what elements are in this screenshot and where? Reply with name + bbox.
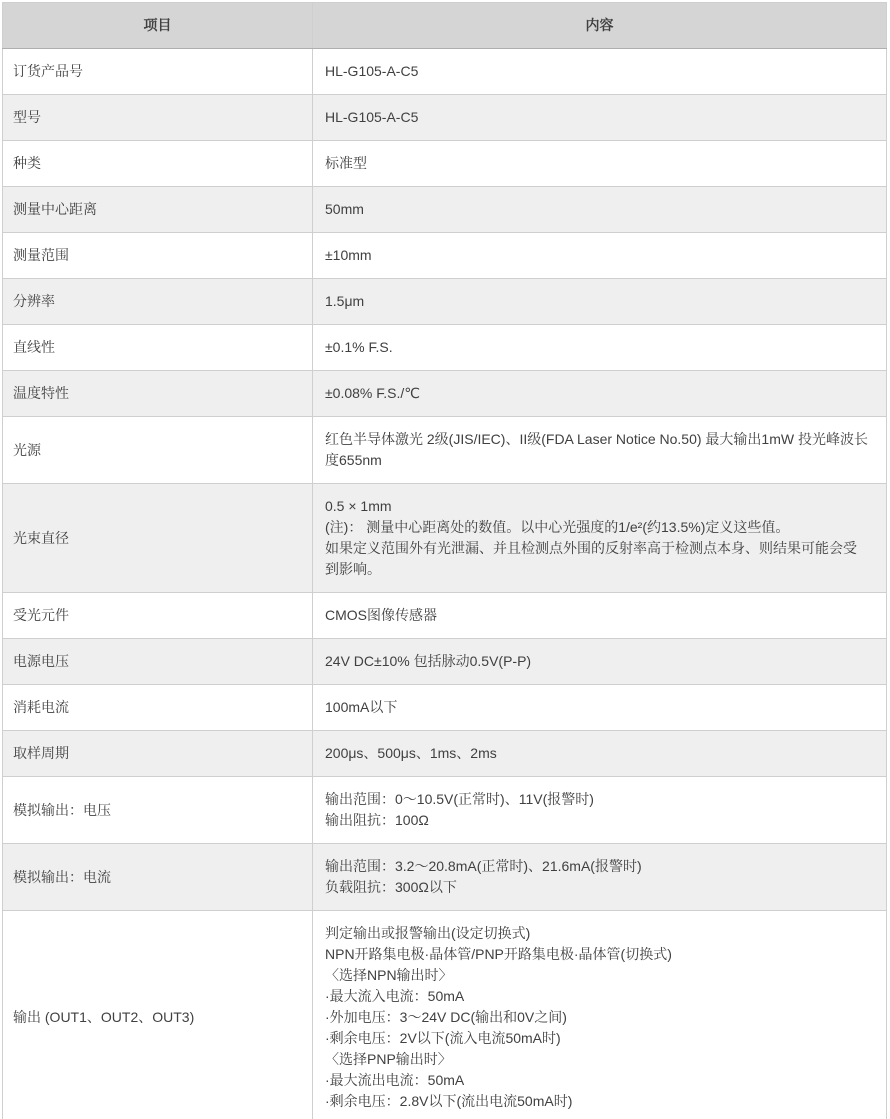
table-row bbox=[3, 325, 887, 371]
content-line: ·剩余电压：2V以下(流入电流50mA时) bbox=[325, 1030, 561, 1046]
content-line: 24V DC±10% 包括脉动0.5V(P-P) bbox=[325, 653, 532, 669]
item-cell: 型号 bbox=[3, 95, 313, 141]
content-line: 1.5μm bbox=[325, 293, 365, 309]
item-cell: 订货产品号 bbox=[3, 49, 313, 95]
item-cell: 种类 bbox=[3, 141, 313, 187]
content-line: 负载阻抗：300Ω以下 bbox=[325, 879, 457, 895]
content-line: ·外加电压：3～24V DC(输出和0V之间) bbox=[325, 1009, 567, 1025]
content-line: (注)： 测量中心距离处的数值。以中心光强度的1/e²(约13.5%)定义这些值。 bbox=[325, 519, 790, 535]
content-cell bbox=[313, 233, 887, 279]
content-cell bbox=[313, 685, 887, 731]
table-row bbox=[3, 685, 887, 731]
spec-table-body bbox=[3, 49, 887, 1119]
content-line: 红色半导体激光 2级(JIS/IEC)、II级(FDA Laser Notice No.50) 最大输出1mW 投光峰波长度655nm bbox=[325, 431, 868, 468]
table-row bbox=[3, 639, 887, 685]
content-line: ·剩余电压：2.8V以下(流出电流50mA时) bbox=[325, 1093, 573, 1109]
item-cell: 直线性 bbox=[3, 325, 313, 371]
table-row bbox=[3, 233, 887, 279]
content-cell bbox=[313, 731, 887, 777]
content-line: 〈选择PNP输出时〉 bbox=[325, 1051, 452, 1067]
content-line: NPN开路集电极·晶体管/PNP开路集电极·晶体管(切换式) bbox=[325, 946, 672, 962]
table-row bbox=[3, 844, 887, 911]
content-line: 200μs、500μs、1ms、2ms bbox=[325, 745, 497, 761]
content-line: ±0.08% F.S./℃ bbox=[325, 385, 420, 401]
item-cell: 光源 bbox=[3, 417, 313, 484]
table-row bbox=[3, 731, 887, 777]
item-cell: 受光元件 bbox=[3, 593, 313, 639]
item-cell: 光束直径 bbox=[3, 484, 313, 593]
item-cell: 模拟输出：电压 bbox=[3, 777, 313, 844]
item-cell: 消耗电流 bbox=[3, 685, 313, 731]
content-cell bbox=[313, 49, 887, 95]
content-line: HL-G105-A-C5 bbox=[325, 109, 419, 125]
content-line: 输出范围：0～10.5V(正常时)、11V(报警时) bbox=[325, 791, 594, 807]
content-cell bbox=[313, 417, 887, 484]
content-cell bbox=[313, 593, 887, 639]
table-row bbox=[3, 279, 887, 325]
content-cell bbox=[313, 371, 887, 417]
content-cell bbox=[313, 911, 887, 1119]
header-row bbox=[3, 3, 887, 49]
item-cell: 输出 (OUT1、OUT2、OUT3) bbox=[3, 911, 313, 1119]
content-cell bbox=[313, 279, 887, 325]
content-line: 输出阻抗：100Ω bbox=[325, 812, 429, 828]
content-line: 〈选择NPN输出时〉 bbox=[325, 967, 453, 983]
table-row bbox=[3, 417, 887, 484]
content-cell bbox=[313, 639, 887, 685]
content-cell bbox=[313, 325, 887, 371]
content-line: 判定输出或报警输出(设定切换式) bbox=[325, 925, 531, 941]
content-cell bbox=[313, 95, 887, 141]
item-cell: 取样周期 bbox=[3, 731, 313, 777]
content-cell bbox=[313, 777, 887, 844]
table-row bbox=[3, 777, 887, 844]
table-row bbox=[3, 371, 887, 417]
table-row bbox=[3, 49, 887, 95]
content-line: 50mm bbox=[325, 201, 364, 217]
content-line: ·最大流出电流：50mA bbox=[325, 1072, 465, 1088]
content-cell bbox=[313, 844, 887, 911]
content-cell bbox=[313, 141, 887, 187]
content-line: HL-G105-A-C5 bbox=[325, 63, 419, 79]
item-cell: 测量中心距离 bbox=[3, 187, 313, 233]
column-header-item: 项目 bbox=[3, 3, 313, 49]
content-line: 标准型 bbox=[325, 155, 367, 171]
table-row bbox=[3, 911, 887, 1119]
item-cell: 模拟输出：电流 bbox=[3, 844, 313, 911]
table-row bbox=[3, 593, 887, 639]
content-line: CMOS图像传感器 bbox=[325, 607, 437, 623]
item-cell: 温度特性 bbox=[3, 371, 313, 417]
table-row bbox=[3, 187, 887, 233]
content-line: 输出范围：3.2～20.8mA(正常时)、21.6mA(报警时) bbox=[325, 858, 642, 874]
item-cell: 分辨率 bbox=[3, 279, 313, 325]
content-line: 0.5 × 1mm bbox=[325, 498, 392, 514]
item-cell: 电源电压 bbox=[3, 639, 313, 685]
content-line: 如果定义范围外有光泄漏、并且检测点外围的反射率高于检测点本身、则结果可能会受到影响。 bbox=[325, 540, 857, 577]
table-row bbox=[3, 141, 887, 187]
content-cell bbox=[313, 484, 887, 593]
content-line: 100mA以下 bbox=[325, 699, 398, 715]
spec-table bbox=[2, 2, 887, 1119]
table-row bbox=[3, 484, 887, 593]
content-line: ±0.1% F.S. bbox=[325, 339, 393, 355]
item-cell: 测量范围 bbox=[3, 233, 313, 279]
column-header-content: 内容 bbox=[313, 3, 887, 49]
table-row bbox=[3, 95, 887, 141]
content-line: ·最大流入电流：50mA bbox=[325, 988, 465, 1004]
content-cell bbox=[313, 187, 887, 233]
content-line: ±10mm bbox=[325, 247, 372, 263]
